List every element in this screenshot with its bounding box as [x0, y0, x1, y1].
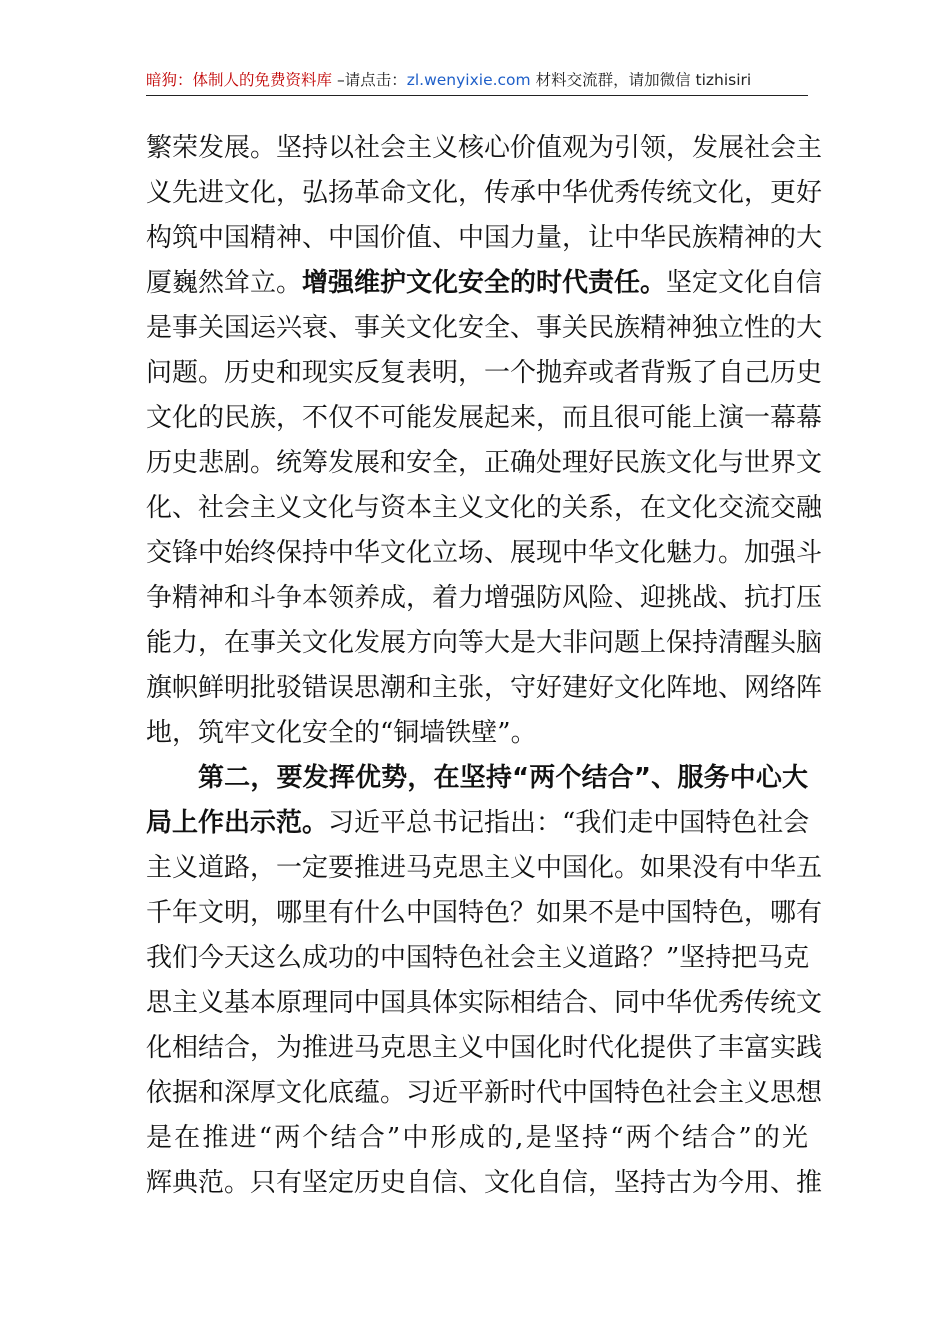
text-line: 化、社会主义文化与资本主义文化的关系，在文化交流交融	[146, 493, 823, 523]
section-heading-cont: 局上作出示范。	[146, 808, 329, 838]
text-line: 文化的民族，不仅不可能发展起来，而且很可能上演一幕幕	[146, 403, 823, 433]
text-line: 地，筑牢文化安全的“铜墙铁壁”。	[146, 718, 537, 748]
text-segment: 厦巍然耸立。	[146, 268, 303, 298]
text-line: 义先进文化，弘扬革命文化，传承中华优秀传统文化，更好	[146, 178, 823, 208]
text-segment: 坚定文化自信	[666, 268, 823, 298]
text-line: 是事关国运兴衰、事关文化安全、事关民族精神独立性的大	[146, 313, 823, 343]
text-line: 化相结合，为推进马克思主义中国化时代化提供了丰富实践	[146, 1033, 823, 1063]
text-line: 辉典范。只有坚定历史自信、文化自信，坚持古为今用、推	[146, 1168, 823, 1198]
text-line: 繁荣发展。坚持以社会主义核心价值观为引领，发展社会主	[146, 133, 823, 163]
page-header	[146, 68, 808, 92]
text-line: 构筑中国精神、中国价值、中国力量，让中华民族精神的大	[146, 223, 823, 253]
header-click-prompt: –请点击：	[332, 71, 407, 89]
text-line: 能力，在事关文化发展方向等大是大非问题上保持清醒头脑	[146, 628, 823, 658]
header-divider	[146, 95, 808, 96]
text-line	[146, 801, 808, 846]
text-line: 旗帜鲜明批驳错误思潮和主张，守好建好文化阵地、网络阵	[146, 673, 823, 703]
text-line: 问题。历史和现实反复表明，一个抛弃或者背叛了自己历史	[146, 358, 823, 388]
text-line: 思主义基本原理同中国具体实际相结合、同中华优秀传统文	[146, 988, 823, 1018]
header-link[interactable]: zl.wenyixie.com	[406, 71, 531, 89]
header-wechat-note: 材料交流群，请加微信 tizhisiri	[530, 71, 752, 89]
text-line: 千年文明，哪里有什么中国特色？如果不是中国特色，哪有	[146, 898, 823, 928]
text-line	[146, 261, 823, 306]
header-site-name: 暗狗：体制人的免费资料库	[146, 71, 333, 89]
text-line: 争精神和斗争本领养成，着力增强防风险、迎挑战、抗打压	[146, 583, 823, 613]
section-heading: 第二，要发挥优势，在坚持“两个结合”、服务中心大	[198, 763, 808, 793]
bold-heading: 增强维护文化安全的时代责任。	[302, 268, 667, 298]
text-line: 我们今天这么成功的中国特色社会主义道路？”坚持把马克	[146, 943, 810, 973]
text-line: 依据和深厚文化底蕴。习近平新时代中国特色社会主义思想	[146, 1078, 823, 1108]
text-line: 是在推进“两个结合”中形成的,是坚持“两个结合”的光	[146, 1123, 808, 1153]
text-segment: 习近平总书记指出：“我们走中国特色社会	[328, 808, 810, 838]
document-body	[146, 126, 823, 1206]
text-line: 主义道路，一定要推进马克思主义中国化。如果没有中华五	[146, 853, 823, 883]
text-line: 交锋中始终保持中华文化立场、展现中华文化魅力。加强斗	[146, 538, 823, 568]
text-line: 历史悲剧。统筹发展和安全，正确处理好民族文化与世界文	[146, 448, 823, 478]
text-line	[146, 756, 808, 801]
